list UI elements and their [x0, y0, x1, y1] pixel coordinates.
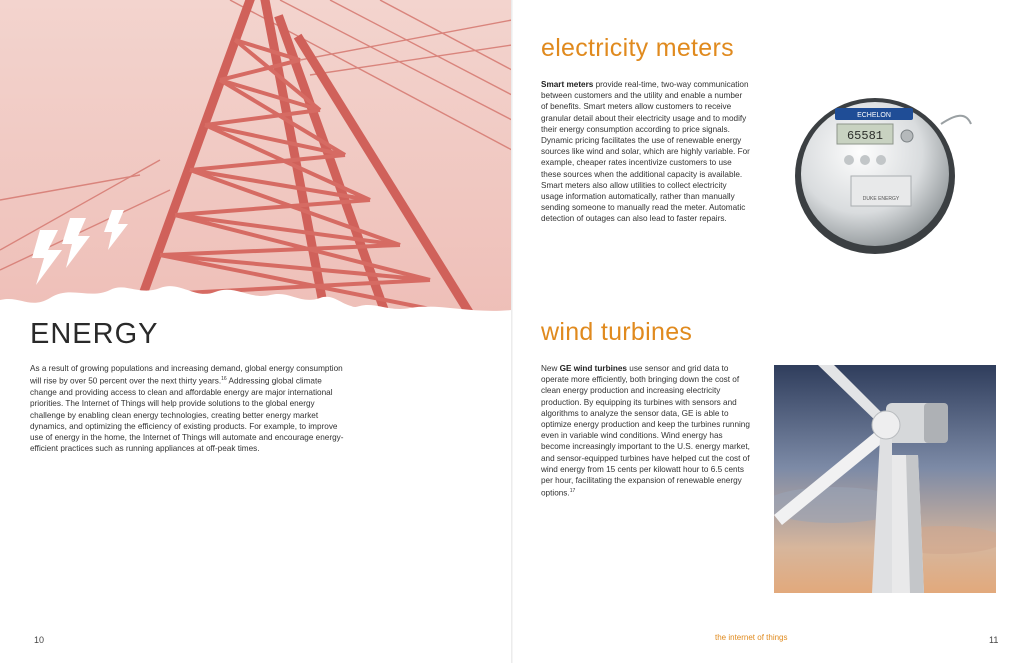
- energy-paragraph: [30, 363, 348, 454]
- page-number-left: 10: [34, 635, 45, 645]
- wind-turbines-heading: wind turbines: [541, 318, 693, 346]
- meters-lead: Smart meters: [541, 80, 594, 89]
- energy-paragraph-text-2: Addressing global climate change and providing access to clean and affordable energy are major international priorities. The Internet of Things will help provide solutions to the global energy challenge by enabling clean energy technologies, creating better energy market dynamics, and optimizing the efficiency of existing products. For example, to improve use of energy in the home, the Internet of Things will automate and encourage energy-efficient practices such as running appliances at off-peak times.: [30, 376, 344, 454]
- footer-book-title: the internet of things: [715, 633, 788, 642]
- wind-paragraph: [541, 363, 751, 499]
- electricity-meters-heading: electricity meters: [541, 34, 734, 62]
- meters-paragraph: [541, 79, 751, 225]
- meter-reading: 65581: [846, 129, 884, 143]
- meters-paragraph-text: provide real-time, two-way communication between customers and the utility and enable a number of benefits. Smart meters allow customers to receive granular detail about their electricity usage and to modify their energy consumption according to price signals. Dynamic pricing facilitates the use of renewable energy sources like wind and solar, which are highly variable. For example, cheaper rates incentivize customers to use these sources when the additional capacity is available. Smart meters also allow utilities to collect electricity usage information automatically, rather than manually sending someone to manually read the meter. Automatic detection of outages can also lead to faster repairs.: [541, 80, 750, 224]
- meter-brand-label: ECHELON: [857, 112, 891, 119]
- right-page: [513, 0, 1024, 663]
- footnote-17: 17: [569, 488, 576, 495]
- power-tower-illustration: [0, 0, 512, 343]
- page-number-right: 11: [989, 635, 999, 645]
- energy-heading: ENERGY: [30, 318, 159, 350]
- wind-turbine-photo: [774, 365, 996, 593]
- wind-intro: New: [541, 364, 560, 373]
- meter-utility-label: DUKE ENERGY: [862, 196, 900, 202]
- wind-lead: GE wind turbines: [559, 364, 627, 373]
- smart-meter-photo: [791, 84, 973, 260]
- energy-paragraph-text: As a result of growing populations and increasing demand, global energy consumption will rise by over 50 percent over the next thirty years.: [30, 364, 343, 386]
- footnote-16: 16: [221, 376, 227, 383]
- wind-paragraph-text: use sensor and grid data to operate more efficiently, both bringing down the cost of clean energy production and increasing electricity production. By equipping its turbines with sensors and algorithms to analyze the sensor data, GE is able to optimize energy production and keep the turbines running even in variable wind conditions. Wind energy has become increasingly important to the U.S. energy market, and sensor-equipped turbines have helped cut the cost of wind energy from 15 cents per kilowatt hour to 6.5 cents per hour, facilitating the expansion of renewable energy options.: [541, 364, 750, 498]
